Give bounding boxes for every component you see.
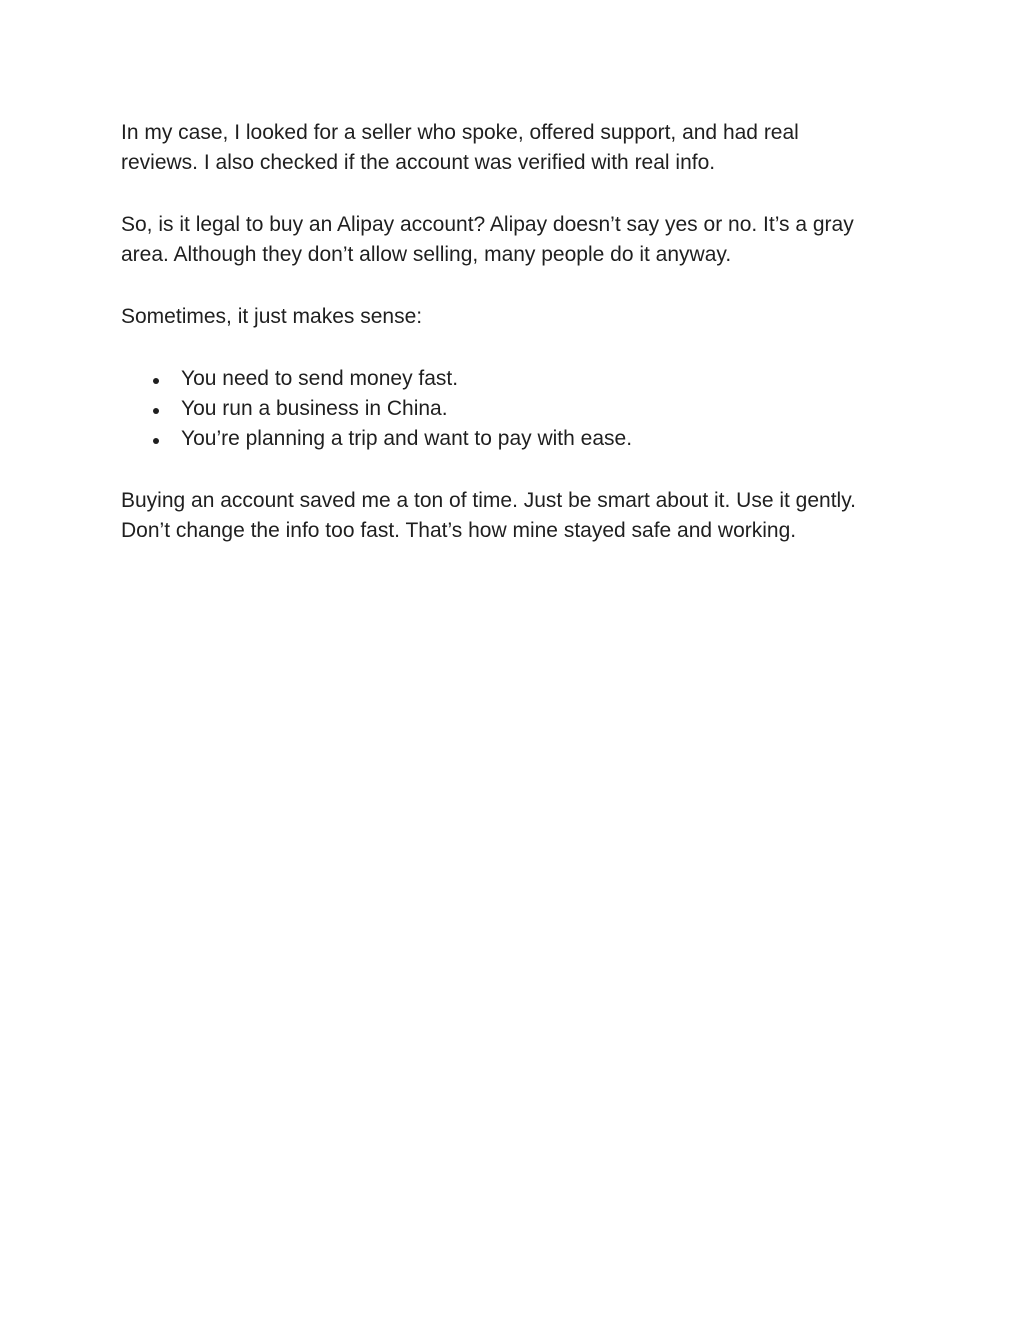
paragraph-conclusion: Buying an account saved me a ton of time. Just be smart about it. Use it gently. Don’t change the info too fast. That’s how mine stayed safe and working. xyxy=(121,489,856,542)
paragraph-seller-search: In my case, I looked for a seller who spoke, offered support, and had real reviews. I also checked if the account was verified with real info. xyxy=(121,121,799,174)
list-item xyxy=(121,424,881,454)
document-body xyxy=(121,118,881,578)
reasons-bullet-list xyxy=(121,364,881,454)
paragraph-makes-sense-intro: Sometimes, it just makes sense: xyxy=(121,305,423,328)
bullet-icon xyxy=(153,408,159,414)
bullet-icon xyxy=(153,378,159,384)
list-item xyxy=(121,364,881,394)
list-item xyxy=(121,394,881,424)
list-item-text: You run a business in China. xyxy=(181,397,448,420)
paragraph-legality: So, is it legal to buy an Alipay account? Alipay doesn’t say yes or no. It’s a gray area. Although they don’t allow selling, many people do it anyway. xyxy=(121,213,854,266)
list-item-text: You’re planning a trip and want to pay with ease. xyxy=(181,427,633,450)
bullet-icon xyxy=(153,438,159,444)
list-item-text: You need to send money fast. xyxy=(181,367,459,390)
